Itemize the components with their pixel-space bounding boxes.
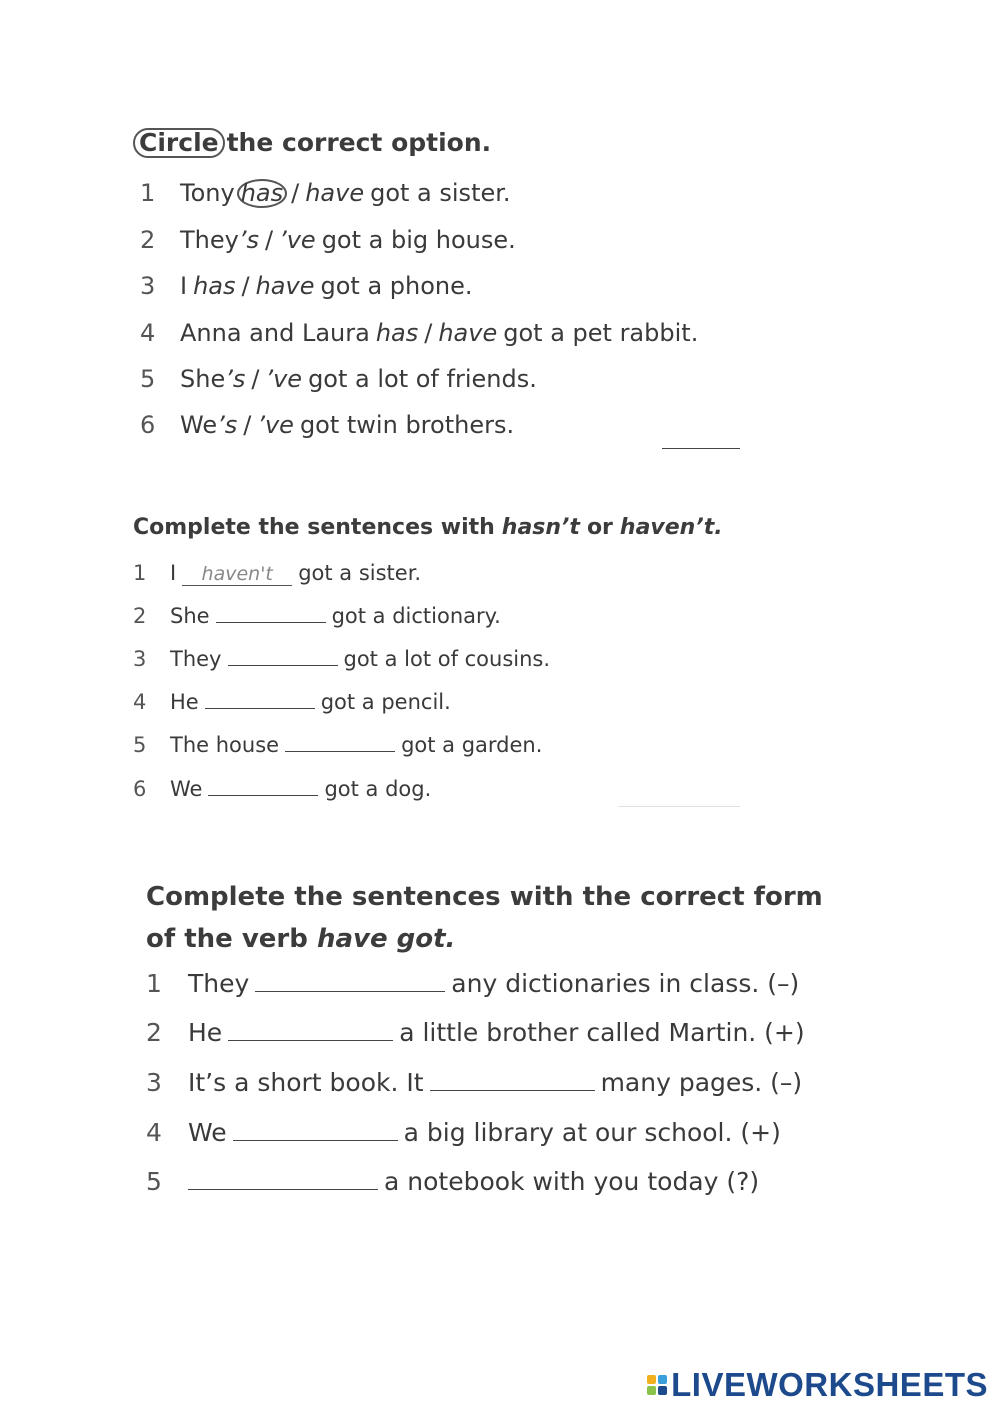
- item-number: 4: [140, 319, 156, 347]
- logo-icon: [647, 1375, 667, 1395]
- answer-blank[interactable]: [233, 1139, 398, 1141]
- answer-blank[interactable]: [205, 707, 315, 709]
- item-number: 5: [146, 1167, 162, 1196]
- ex2-item-5: 5 The house got a garden.: [133, 733, 543, 757]
- item-number: 2: [133, 604, 147, 628]
- answer-blank[interactable]: [228, 1039, 393, 1041]
- option-has-circled[interactable]: has: [237, 179, 287, 208]
- ex1-item-6: 6 We ’s / ’ve got twin brothers.: [140, 411, 515, 439]
- ex3-item-2: 2 He a little brother called Martin. (+): [146, 1018, 805, 1047]
- ex3-item-5: 5 a notebook with you today (?): [146, 1167, 760, 1196]
- option-have[interactable]: have: [255, 272, 315, 300]
- item-number: 3: [146, 1068, 162, 1097]
- answer-blank[interactable]: [285, 750, 395, 752]
- logo-square: [658, 1386, 667, 1395]
- ex2-item-3: 3 They got a lot of cousins.: [133, 647, 551, 671]
- option-ve[interactable]: ’ve: [265, 365, 303, 393]
- ex2-item-2: 2 She got a dictionary.: [133, 604, 501, 628]
- circled-word: Circle: [133, 128, 225, 158]
- item-number: 1: [133, 561, 147, 585]
- ex2-item-4: 4 He got a pencil.: [133, 690, 451, 714]
- option-has[interactable]: has: [375, 319, 419, 347]
- option-s[interactable]: ’s: [225, 365, 246, 393]
- item-number: 6: [140, 411, 156, 439]
- option-has[interactable]: has: [193, 272, 236, 300]
- option-s[interactable]: ’s: [238, 226, 259, 254]
- ex1-item-1: 1 Tony has / have got a sister.: [140, 179, 511, 207]
- item-number: 6: [133, 777, 147, 801]
- logo-square: [658, 1375, 667, 1384]
- item-number: 1: [140, 179, 156, 207]
- ex1-item-3: 3 I has / have got a phone.: [140, 272, 473, 300]
- answer-line: [662, 448, 740, 449]
- item-number: 5: [140, 365, 156, 393]
- option-have[interactable]: have: [305, 179, 365, 207]
- logo-square: [647, 1375, 656, 1384]
- option-have[interactable]: have: [438, 319, 498, 347]
- heading-text: the correct option.: [226, 128, 492, 157]
- ex3-item-1: 1 They any dictionaries in class. (–): [146, 969, 800, 998]
- item-number: 2: [146, 1018, 162, 1047]
- exercise-1-heading: [133, 128, 491, 158]
- option-ve[interactable]: ’ve: [257, 411, 294, 439]
- answer-line: [618, 806, 740, 807]
- logo-square: [647, 1386, 656, 1395]
- answer-blank[interactable]: [216, 621, 326, 623]
- liveworksheets-logo: [647, 1366, 988, 1404]
- item-number: 4: [133, 690, 147, 714]
- ex3-item-4: 4 We a big library at our school. (+): [146, 1118, 781, 1147]
- answer-blank[interactable]: [188, 1188, 378, 1190]
- option-s[interactable]: ’s: [217, 411, 238, 439]
- ex1-item-5: 5 She ’s / ’ve got a lot of friends.: [140, 365, 537, 393]
- item-number: 3: [140, 272, 156, 300]
- answer-blank[interactable]: [430, 1089, 595, 1091]
- option-ve[interactable]: ’ve: [279, 226, 316, 254]
- brand-name: LIVEWORKSHEETS: [671, 1366, 988, 1403]
- answer-blank[interactable]: [255, 990, 445, 992]
- answer-blank[interactable]: [228, 664, 338, 666]
- ex2-item-1: 1 I haven't got a sister.: [133, 561, 422, 585]
- ex3-item-3: 3 It’s a short book. It many pages. (–): [146, 1068, 803, 1097]
- item-number: 3: [133, 647, 147, 671]
- item-number: 1: [146, 969, 162, 998]
- item-number: 2: [140, 226, 156, 254]
- ex2-item-6: 6 We got a dog.: [133, 777, 432, 801]
- ex1-item-4: 4 Anna and Laura has / have got a pet rabbit.: [140, 319, 699, 347]
- exercise-2-heading: Complete the sentences with hasn’t or haven’t.: [133, 515, 723, 540]
- ex1-item-2: 2 They ’s / ’ve got a big house.: [140, 226, 516, 254]
- item-number: 4: [146, 1118, 162, 1147]
- item-number: 5: [133, 733, 147, 757]
- exercise-3-heading: Complete the sentences with the correct form of the verb have got.: [146, 882, 823, 954]
- answer-blank[interactable]: [208, 794, 318, 796]
- example-answer-blank[interactable]: haven't: [182, 563, 292, 586]
